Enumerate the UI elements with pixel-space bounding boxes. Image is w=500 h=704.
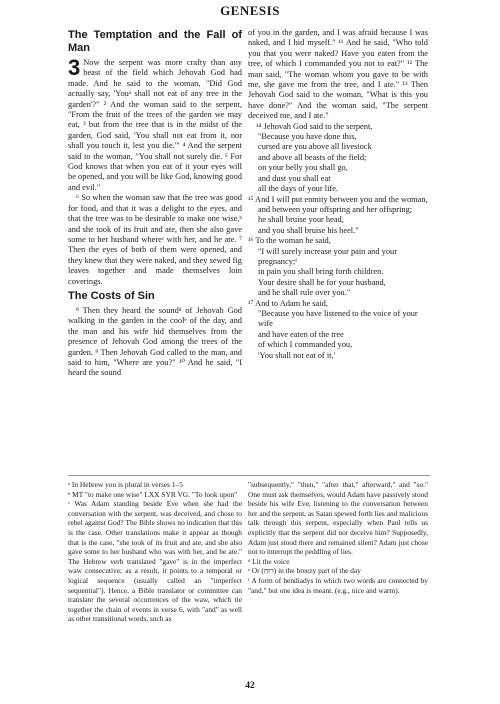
verse-text: Now the serpent was more crafty than any beast of the field which Jehovah God had made. And he said to the woman, "Did God actually say, 'Youᵃ shall not eat of any tree in the garden'?" ² And the woman said to the serpent, "From the fruit of the trees of the garden we may eat, ³ but from the tree that is in the midst of the garden, God said, 'You shall not eat from it, nor shall you touch it, lest you die.'" ⁴ And the serpent said to the woman, "You shall not surely die. ⁵ For God knows that when you eat of it your eyes will be opened, and you will be like God, knowing good and evil."	[68, 58, 242, 192]
footnote: "subsequently," "then," "after that," afterward," and "so." One must ask themselves, would Adam have passively stood beside his wife Eve, listening to the conversation between her and the serpent, as Satan spewed forth lies and malicious talk through this serpent, especially when Paul tells us explicitly that the serpent did not deceive him? Supposedly, Adam just stood there and remained silent? Adam just chose not to interrupt the peddling of lies.	[248, 480, 428, 557]
chapter-number: 3	[68, 55, 81, 80]
poetry-line: "I will surely increase your pain and your pregnancy;ᶠ	[258, 246, 398, 266]
footnote: ᵉ Or (רוּחַ) in the breezy part of the day	[248, 566, 361, 576]
footnote: ᵈ Lit the voice	[248, 556, 290, 566]
poetry-line: and he shall rule over you."	[258, 288, 351, 298]
footnote: ᶜ Was Adam standing beside Eve when she had the conversation with the serpent, was deceived, and chose to rebel against God? The Bible shows no indication that this is the case. Other translations make it appear as though that is the case, "she took of its fruit and ate, and she also gave some to her husband who was with her, and he ate." The Hebrew verb translated "gave" is in the imperfect waw consecutive; as a result, it points to a temporal or logical sequence (usually called an "imperfect sequential"). Hence, a Bible translator or committee can translate the several occurrences of the waw, which tie together the chain of events in verse 6, with "and" as well as other transitional words, such as	[68, 499, 242, 624]
section-heading-costs: The Costs of Sin	[68, 289, 155, 302]
footnote: ᵇ MT "to make one wise" LXX SYR VG. "To look upon"	[68, 489, 238, 499]
verse-paragraph: ¹⁴ Jehovah God said to the serpent,	[256, 121, 373, 131]
poetry-block	[248, 247, 428, 299]
poetry-line: and above all beasts of the field;	[258, 152, 367, 162]
poetry-line: he shall bruise your head,	[258, 215, 344, 225]
verse-paragraph: ¹⁵ And I will put enmity between you and the woman,	[248, 194, 428, 204]
verse-paragraph: ¹⁶ To the woman he said,	[248, 236, 331, 246]
poetry-line: all the days of your life.	[258, 184, 339, 194]
section-heading-temptation: The Temptation and the Fall of Man	[68, 29, 242, 54]
poetry-block	[248, 309, 428, 361]
verse-paragraph: ⁸ Then they heard the soundᵈ of Jehovah God walking in the garden in the coolᵉ of the day, and the man and his wife hid themselves from the presence of Jehovah God among the trees of the garden. ⁹ Then Jehovah God called to the man, and said to him, "Where are you?" ¹⁰ And he said, "I heard the sound	[68, 305, 242, 378]
poetry-line: and dust you shall eat	[258, 173, 331, 183]
left-text-column	[68, 29, 242, 379]
footnotes-right	[248, 480, 428, 595]
footnote: ᵃ In Hebrew you is plural in verses 1–5	[68, 480, 183, 489]
poetry-line: of which I commanded you,	[258, 340, 353, 350]
poetry-line: 'You shall not eat of it,'	[258, 350, 336, 360]
verse-paragraph: of you in the garden, and I was afraid because I was naked, and I hid myself." ¹¹ And he said, "Who told you that you were naked? Have you eaten from the tree, of which I commanded you not to eat?" ¹² The man said, "The woman whom you gave to be with me, she gave me from the tree, and I ate." ¹³ Then Jehovah God said to the woman, "What is this you have done?" And the woman said, "The serpent deceived me, and I ate."	[248, 28, 428, 121]
poetry-line: on your belly you shall go,	[258, 163, 348, 173]
poetry-line: and you shall bruise his heel."	[258, 225, 359, 235]
poetry-line: "Because you have listened to the voice of your wife	[258, 308, 418, 329]
poetry-block	[248, 132, 428, 194]
verse-paragraph: ¹⁷ And to Adam he said,	[248, 298, 328, 308]
poetry-line: and have eaten of the tree	[258, 329, 344, 339]
page-number: 42	[245, 681, 255, 691]
poetry-line: "Because you have done this,	[258, 132, 357, 142]
poetry-line: cursed are you above all livestock	[258, 142, 372, 152]
verse-paragraph	[68, 55, 242, 193]
footnotes-left	[68, 480, 242, 624]
poetry-block	[248, 205, 428, 236]
footnote: ᶠ A form of hendiadys in which two words are connected by "and," but one idea is meant. (e.g., nice and warm).	[248, 575, 428, 595]
poetry-line: and between your offspring and her offspring;	[258, 204, 413, 214]
poetry-line: Your desire shall be for your husband,	[258, 277, 386, 287]
running-header: GENESIS	[220, 3, 280, 18]
verse-paragraph: ⁶ So when the woman saw that the tree was good for food, and that it was a delight to the eyes, and that the tree was to be desirable to make one wise,ᵇ and she took of its fruit and ate, then she also gave some to her husband whereᶜ with her, and he ate. ⁷ Then the eyes of both of them were opened, and they knew that they were naked, and they sewed fig leaves together and made themselves loin coverings.	[68, 193, 242, 286]
poetry-line: in pain you shall bring forth children.	[258, 267, 384, 277]
footnote-divider	[68, 475, 430, 476]
right-text-column	[248, 28, 428, 361]
